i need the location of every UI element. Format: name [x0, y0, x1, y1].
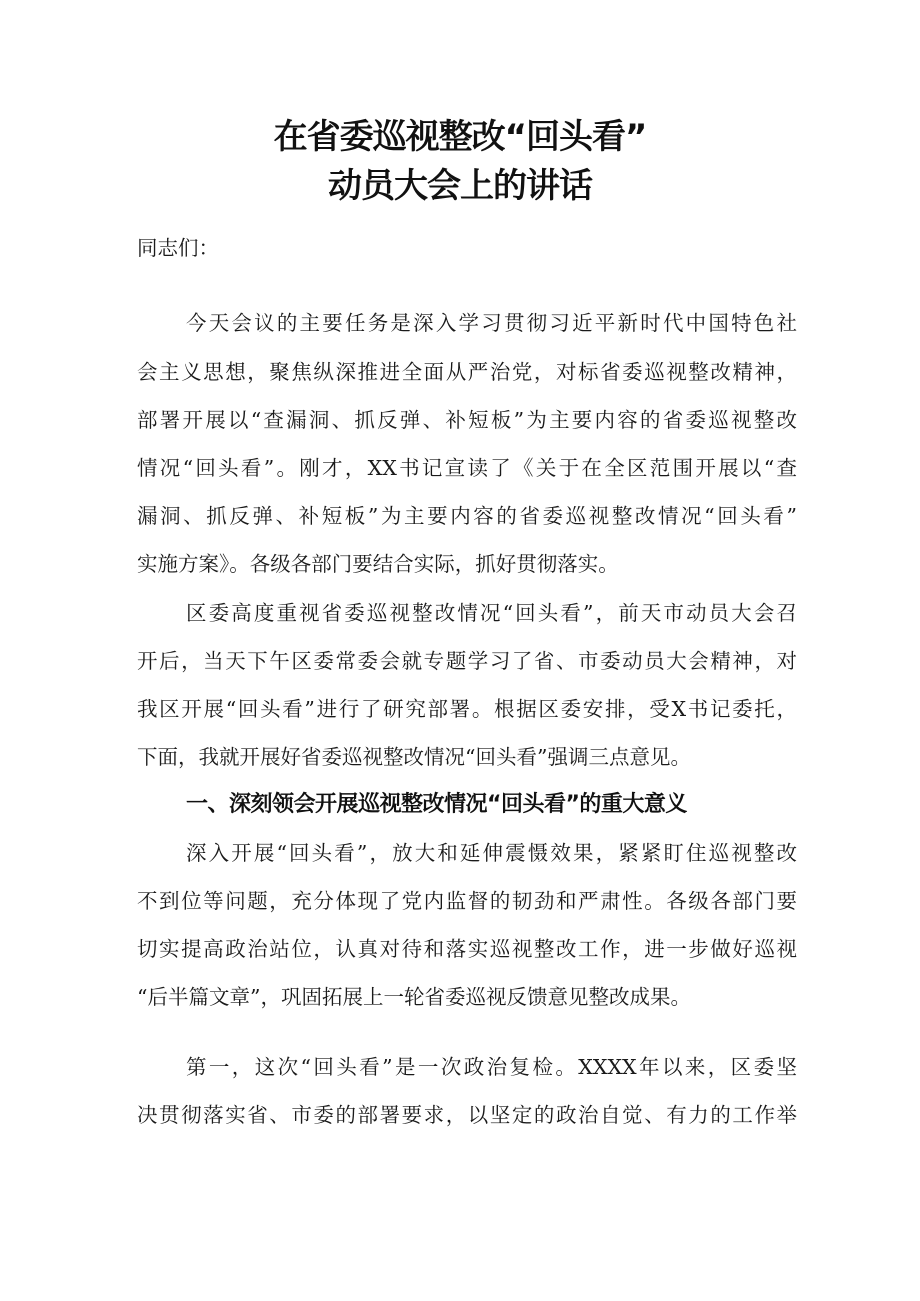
paragraph-1-line-5: 漏洞、抓反弹、补短板”为主要内容的省委巡视整改情况“回头看” [137, 504, 797, 528]
paragraph-2-line-1: 区委高度重视省委巡视整改情况“回头看”，前天市动员大会召 [186, 601, 797, 625]
document-title-line-1: 在省委巡视整改“回头看” [273, 117, 647, 157]
paragraph-2-line-4: 下面，我就开展好省委巡视整改情况“回头看”强调三点意见。 [137, 745, 691, 769]
paragraph-4-line-2: 决贯彻落实省、市委的部署要求，以坚定的政治自觉、有力的工作举 [137, 1103, 797, 1127]
paragraph-2-line-3: 我区开展“回头看”进行了研究部署。根据区委安排，受X书记委托， [137, 697, 797, 721]
paragraph-3-line-4: “后半篇文章”，巩固拓展上一轮省委巡视反馈意见整改成果。 [137, 985, 691, 1009]
paragraph-1-line-1: 今天会议的主要任务是深入学习贯彻习近平新时代中国特色社 [186, 311, 797, 335]
paragraph-3-line-2: 不到位等问题，充分体现了党内监督的韧劲和严肃性。各级各部门要 [137, 889, 797, 913]
paragraph-3-line-1: 深入开展“回头看”，放大和延伸震慑效果，紧紧盯住巡视整改 [186, 841, 797, 865]
salutation: 同志们： [137, 236, 219, 260]
paragraph-1-line-3: 部署开展以“查漏洞、抓反弹、补短板”为主要内容的省委巡视整改 [137, 408, 797, 432]
document-title-line-2: 动员大会上的讲话 [328, 166, 592, 206]
paragraph-2-line-2: 开后，当天下午区委常委会就专题学习了省、市委动员大会精神，对 [137, 649, 797, 673]
paragraph-4-line-1: 第一，这次“回头看”是一次政治复检。XXXX年以来，区委坚 [186, 1055, 797, 1079]
paragraph-1-line-4: 情况“回头看”。刚才，XX书记宣读了《关于在全区范围开展以“查 [137, 456, 797, 480]
section-1-heading: 一、深刻领会开展巡视整改情况“回头看”的重大意义 [186, 792, 687, 817]
paragraph-1-line-6: 实施方案》。各级各部门要结合实际，抓好贯彻落实。 [137, 552, 619, 576]
paragraph-1-line-2: 会主义思想，聚焦纵深推进全面从严治党，对标省委巡视整改精神， [137, 360, 797, 384]
paragraph-3-line-3: 切实提高政治站位，认真对待和落实巡视整改工作，进一步做好巡视 [137, 937, 797, 961]
